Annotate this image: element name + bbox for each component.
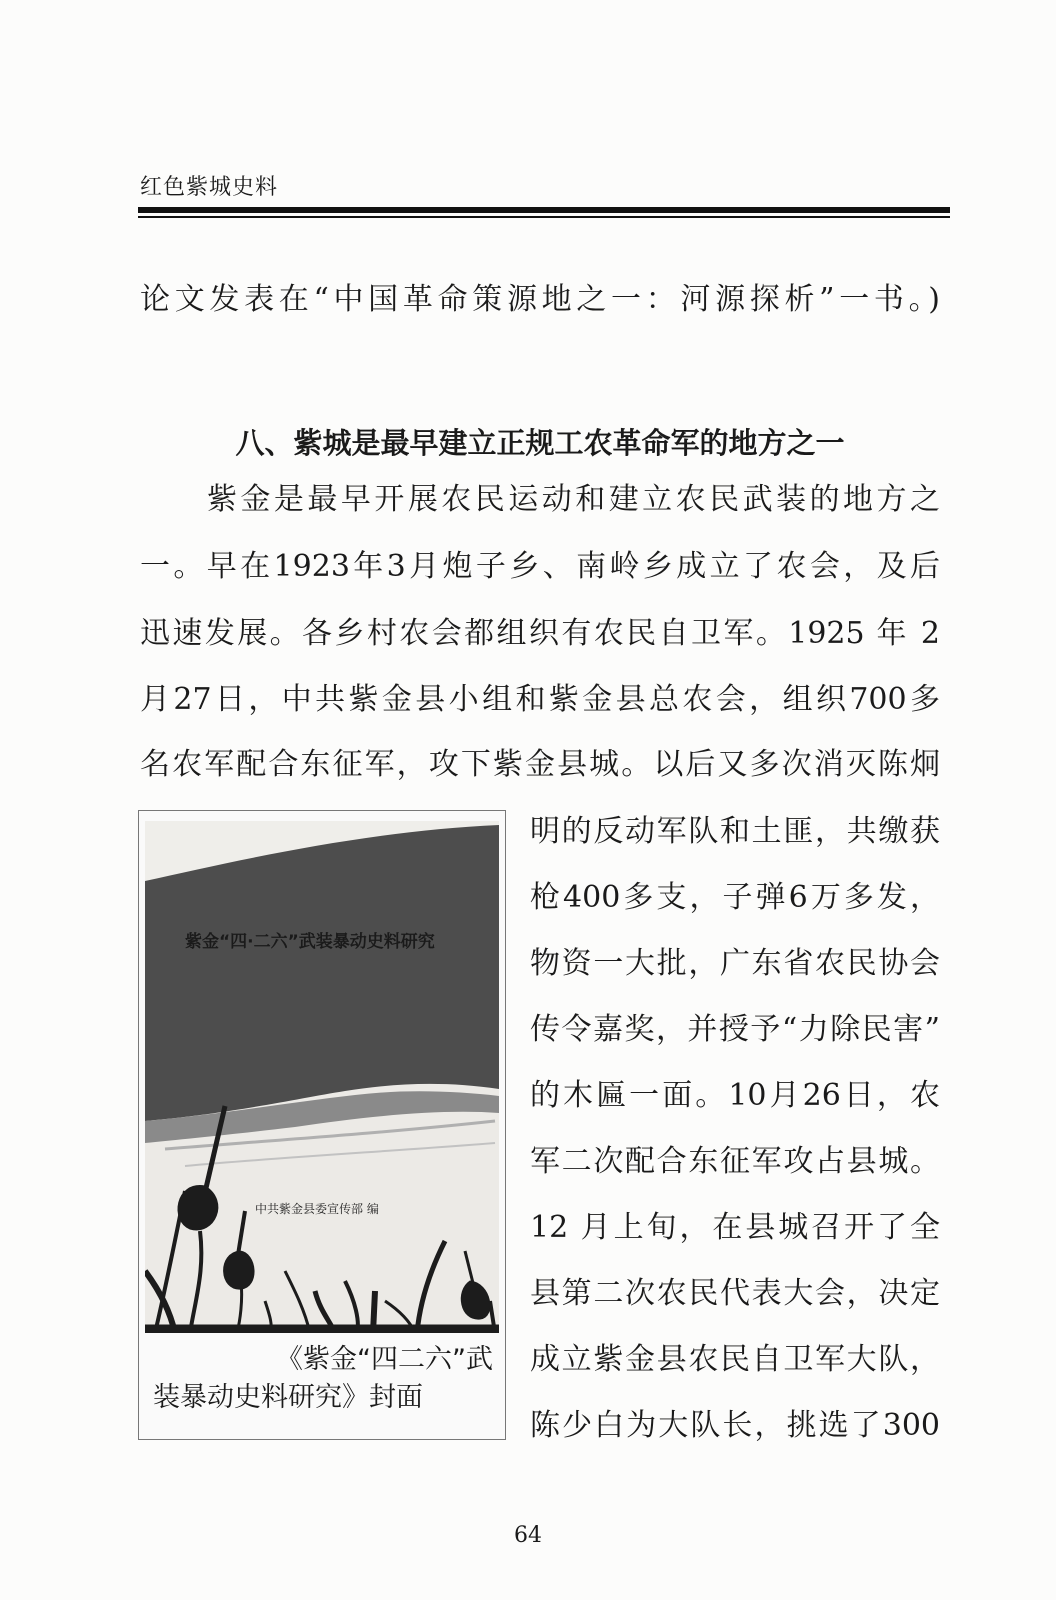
cover-title-text: 紫金“四·二六”武装暴动史料研究 [185,932,435,952]
book-cover-image [145,821,499,1333]
paragraph-line: 紫金是最早开展农民运动和建立农民武装的地方之 [140,482,940,517]
paragraph-line: 成立紫金县农民自卫军大队， [530,1342,940,1377]
header-rule-thin [138,216,950,218]
paragraph-line: 物资一大批，广东省农民协会 [530,946,940,981]
caption-line: 装暴动史料研究》封面 [153,1382,423,1413]
running-header: 红色紫城史料 [140,175,279,200]
paragraph-line: 枪400多支，子弹6万多发， [530,880,940,915]
paragraph-line: 的木匾一面。10月26日，农 [530,1078,940,1113]
paragraph-line: 名农军配合东征军，攻下紫金县城。以后又多次消灭陈炯 [140,747,940,782]
caption-line: 《紫金“四二六”武 [276,1344,493,1375]
book-cover-figure [138,810,506,1440]
paragraph-line: 月27日，中共紫金县小组和紫金县总农会，组织700多 [140,682,940,717]
paragraph-line: 军二次配合东征军攻占县城。 [530,1144,940,1179]
paragraph-line: 12 月上旬，在县城召开了全 [530,1210,940,1245]
paragraph-line: 迅速发展。各乡村农会都组织有农民自卫军。1925 年 2 [140,616,940,651]
paragraph-line: 传令嘉奖，并授予“力除民害” [530,1012,940,1047]
header-rule-thick [138,207,950,213]
cover-editor-text: 中共紫金县委宣传部 编 [255,1202,379,1216]
paragraph-line: 一。早在1923年3月炮子乡、南岭乡成立了农会，及后 [140,549,940,584]
page-number: 64 [514,1523,542,1548]
paragraph-line: 陈少白为大队长，挑选了300 [530,1408,940,1443]
section-heading: 八、紫城是最早建立正规工农革命军的地方之一 [235,426,845,460]
continuation-line: 论文发表在“中国革命策源地之一：河源探析”一书。) [140,282,940,317]
paragraph-line: 明的反动军队和土匪，共缴获 [530,814,940,849]
paragraph-line: 县第二次农民代表大会，决定 [530,1276,940,1311]
figure-caption [153,1341,493,1417]
